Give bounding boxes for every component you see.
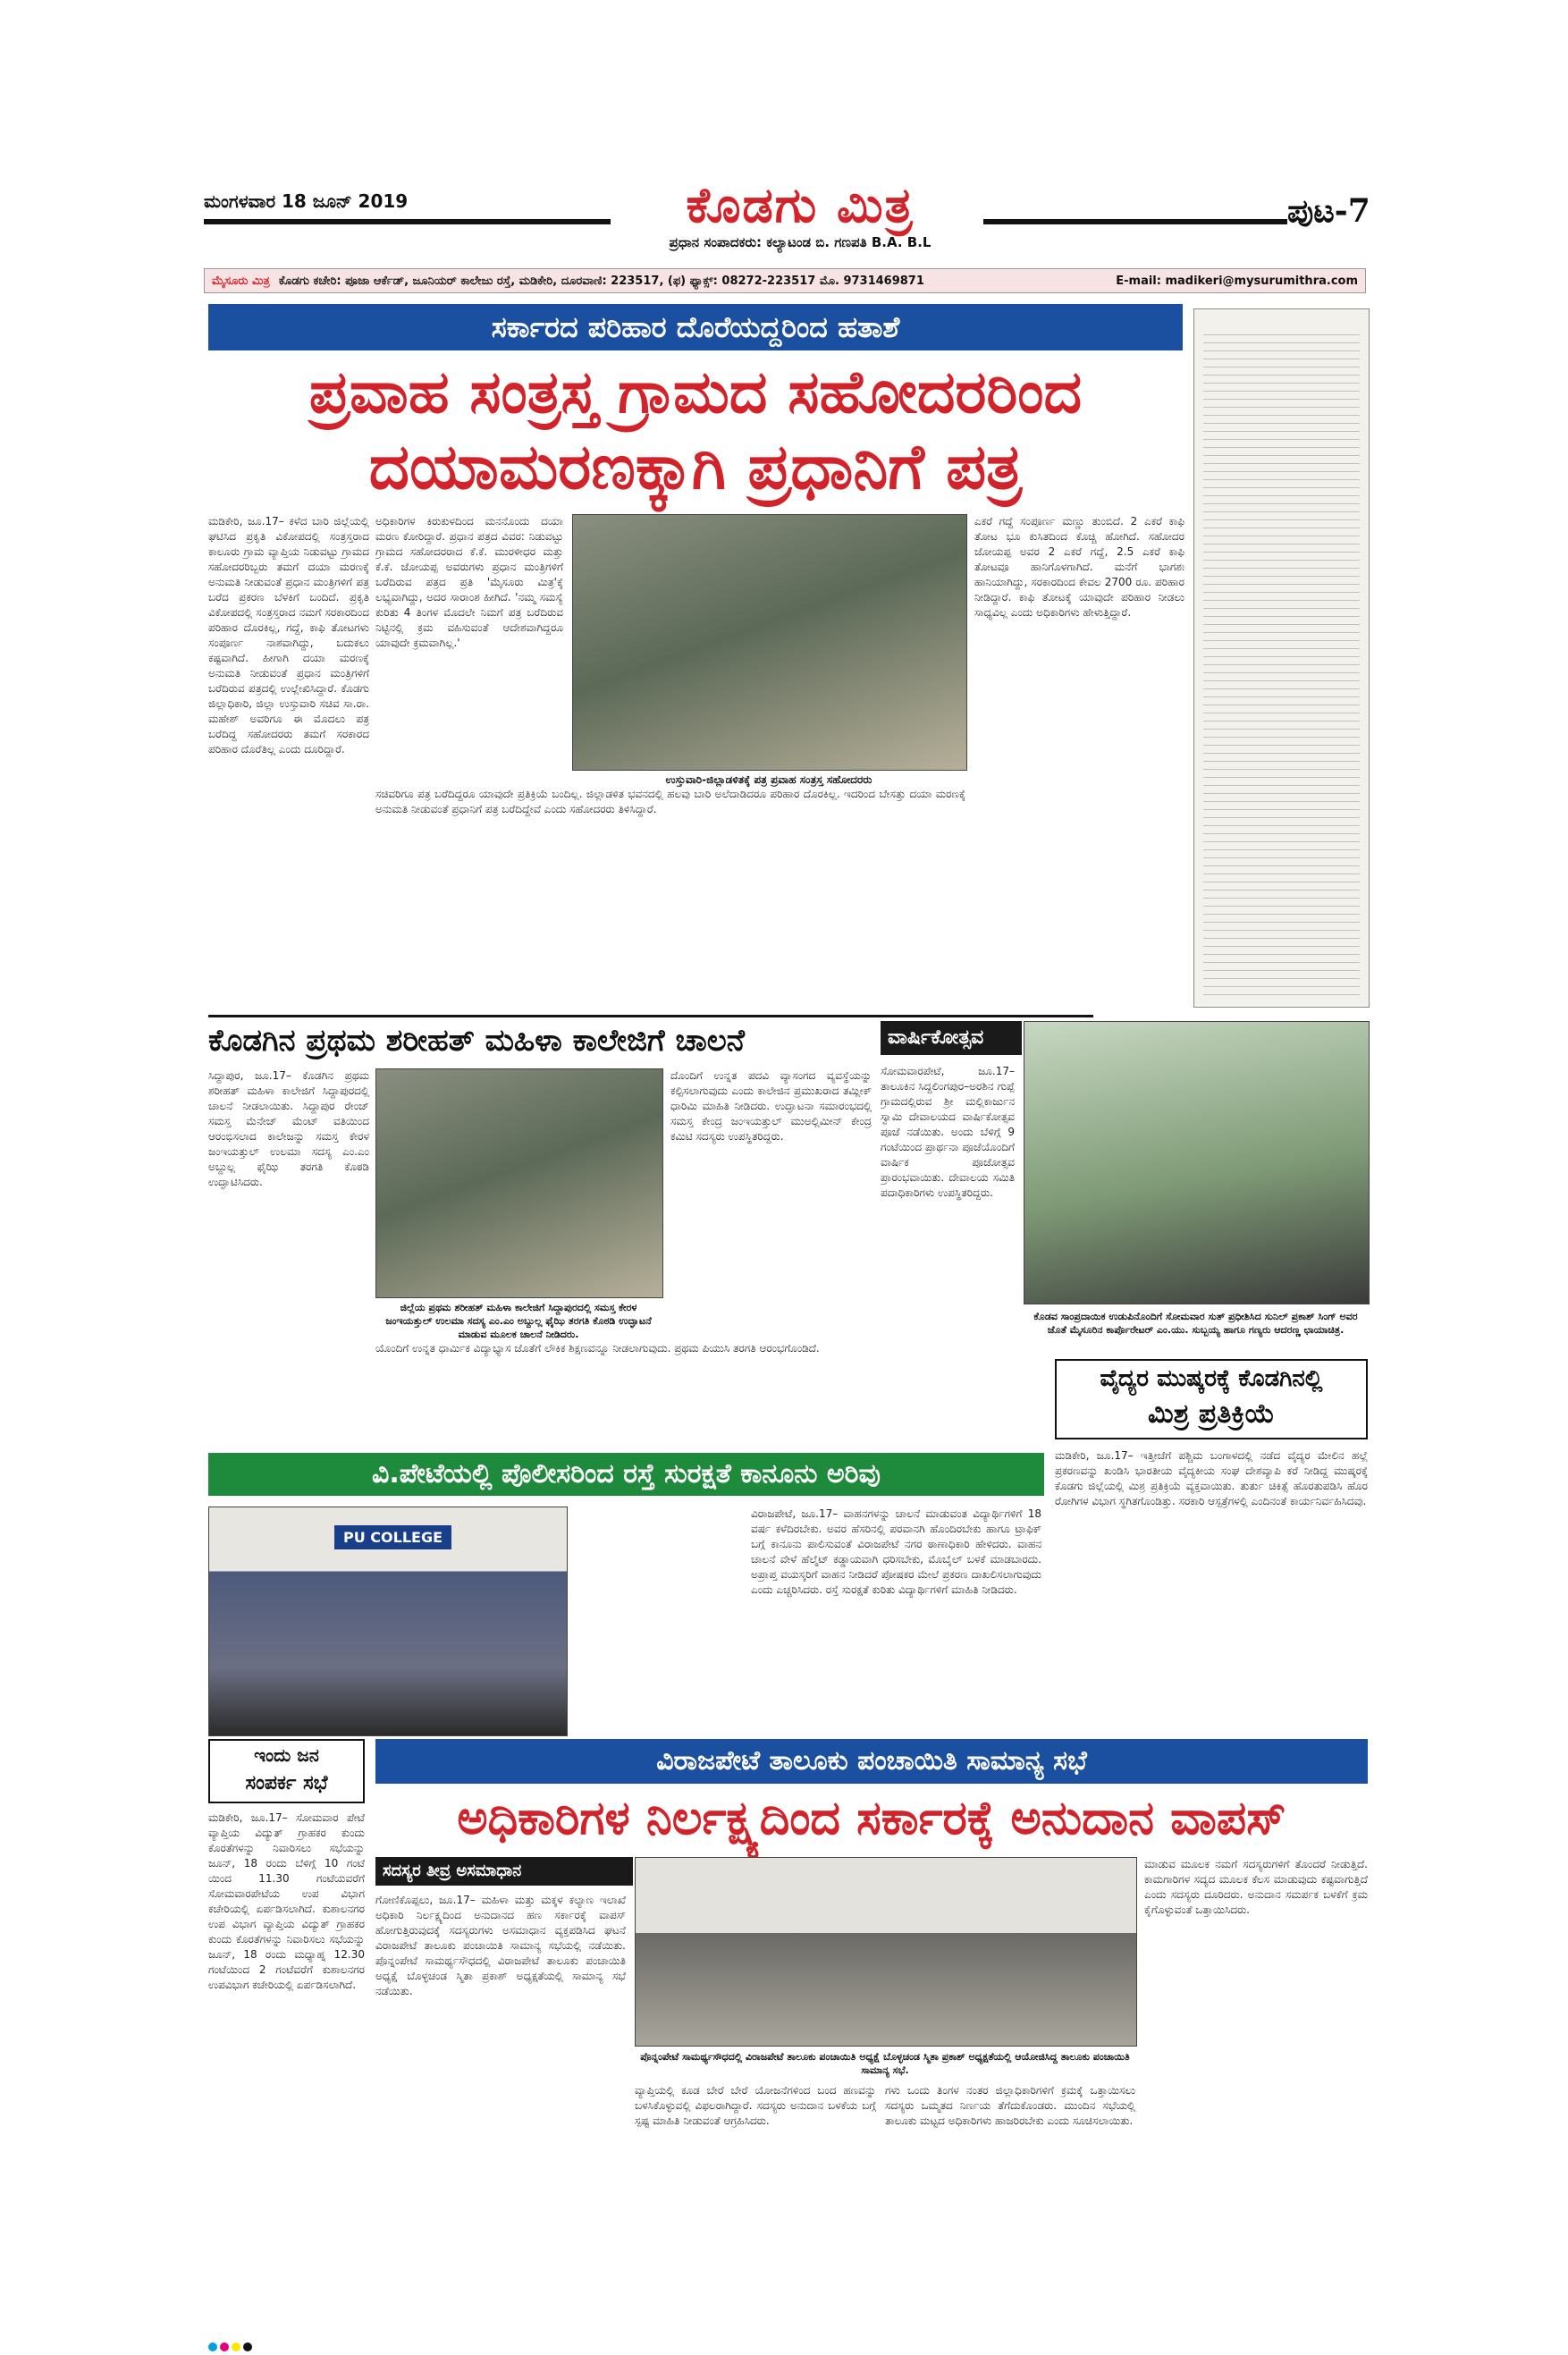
- college-photo: [375, 1068, 663, 1298]
- panchayat-column-2: ವ್ಯಾಪ್ತಿಯಲ್ಲಿ ಕೂಡ ಬೇರೆ ಬೇರೆ ಯೋಜನೆಗಳಿಂದ ಬಂದ ಹಣವನ್ನು ಬಳಸಿಕೊಳ್ಳುವಲ್ಲಿ ವಿಫಲರಾಗಿದ್ದಾರೆ. ಸದಸ್ಯರು ಅನುದಾನ ಬಳಕೆಯ ಬಗ್ಗೆ ಸ್ಪಷ್ಟ ಮಾಹಿತಿ ನೀಡುವಂತೆ ಆಗ್ರಹಿಸಿದರು.: [635, 2084, 876, 2127]
- lead-kicker: ಸರ್ಕಾರದ ಪರಿಹಾರ ದೊರೆಯದ್ದರಿಂದ ಹತಾಶೆ: [208, 304, 1183, 350]
- panchayat-photo: [635, 1857, 1137, 2047]
- panchayat-column-4: ಮಾಡುವ ಮೂಲಕ ನಮಗೆ ಸದಸ್ಯರುಗಳಿಗೆ ತೊಂದರೆ ನೀಡುತ್ತಿದೆ. ಕಾಮಗಾರಿಗಳ ಸದ್ಯದ ಮೂಲಕ ಕೆಲಸ ಮಾಡುವುದು ಕಷ್ಟವಾಗುತ್ತಿದೆ ಎಂದು ಸದಸ್ಯರು ದೂರಿದರು. ಅನುದಾನ ಸಮರ್ಪಕ ಬಳಕೆಗೆ ಕ್ರಮ ಕೈಗೊಳ್ಳುವಂತೆ ಒತ್ತಾಯಿಸಿದರು.: [1144, 1858, 1368, 1916]
- college-headline: ಕೊಡಗಿನ ಪ್ರಥಮ ಶರೀಹತ್ ಮಹಿಳಾ ಕಾಲೇಜಿಗೆ ಚಾಲನೆ: [208, 1023, 746, 1059]
- annual-photo-caption: ಕೊಡವ ಸಾಂಪ್ರದಾಯಿಕ ಉಡುಪಿನೊಂದಿಗೆ ಸೋಮವಾರ ಸುತ್ ಪ್ರಧೀಶಿಸಿದ ಸುನಿಲ್ ಪ್ರಕಾಶ್ ಸಿಂಗ್ ಅವರ ಜೊತೆ ಮೈಸೂರಿನ ಕಾರ್ಪೊರೇಟರ್ ಎಂ.ಯು. ಸುಬ್ಬಯ್ಯ ಹಾಗೂ ಗಣ್ಯರು ಆದರಣ್ಣ ಛಾಯಾಚಿತ್ರ.: [1033, 1311, 1358, 1336]
- masthead-rule-right: [983, 219, 1287, 224]
- lead-column-4: ಸಚಿವರಿಗೂ ಪತ್ರ ಬರೆದಿದ್ದರೂ ಯಾವುದೇ ಪ್ರತಿಕ್ರಿಯೆ ಬಂದಿಲ್ಲ. ಜಿಲ್ಲಾಡಳಿತ ಭವನದಲ್ಲಿ ಹಲವು ಬಾರಿ ಅಲೆದಾಡಿದರೂ ಪರಿಹಾರ ದೊರಕಿಲ್ಲ. ಇದರಿಂದ ಬೇಸತ್ತು ದಯಾ ಮರಣಕ್ಕೆ ಅನುಮತಿ ನೀಡುವಂತೆ ಪ್ರಧಾನಿಗೆ ಪತ್ರ ಬರೆದಿದ್ದೇವೆ ಎಂದು ಸಹೋದರರು ತಿಳಿಸಿದ್ದಾರೆ.: [375, 788, 965, 815]
- letter-image: [1193, 308, 1370, 1008]
- panchayat-column-3: ಗಳು ಒಂದು ತಿಂಗಳ ನಂತರ ಜಿಲ್ಲಾಧಿಕಾರಿಗಳಿಗೆ ಕ್ರಮಕ್ಕೆ ಒತ್ತಾಯಿಸಲು ಸದಸ್ಯರು ಒಮ್ಮತದ ನಿರ್ಣಯ ತೆಗೆದುಕೊಂಡರು. ಮುಂದಿನ ಸಭೆಯಲ್ಲಿ ತಾಲೂಕು ಮಟ್ಟದ ಅಧಿಕಾರಿಗಳು ಹಾಜರಿರಬೇಕು ಎಂದು ಸೂಚಿಸಲಾಯಿತು.: [885, 2084, 1135, 2127]
- masthead-date: ಮಂಗಳವಾರ 18 ಜೂನ್ 2019: [204, 190, 409, 212]
- panchayat-column-1: ಗೋಣಿಕೊಪ್ಪಲು, ಜೂ.17– ಮಹಿಳಾ ಮತ್ತು ಮಕ್ಕಳ ಕಲ್ಯಾಣ ಇಲಾಖೆ ಅಧಿಕಾರಿ ನಿರ್ಲಕ್ಷ್ಯದಿಂದ ಅನುದಾನದ ಹಣ ಸರ್ಕಾರಕ್ಕೆ ವಾಪಸ್ ಹೋಗುತ್ತಿರುವುದಕ್ಕೆ ಸದಸ್ಯರುಗಳು ಅಸಮಾಧಾನ ವ್ಯಕ್ತಪಡಿಸಿದ ಘಟನೆ ವಿರಾಜಪೇಟೆ ತಾಲೂಕು ಪಂಚಾಯಿತಿ ಸಾಮಾನ್ಯ ಸಭೆಯಲ್ಲಿ ನಡೆಯಿತು. ಪೊನ್ನಂಪೇಟೆ ಸಾಮರ್ಥ್ಯಸೌಧದಲ್ಲಿ ವಿರಾಜಪೇಟೆ ತಾಲೂಕು ಪಂಚಾಯಿತಿ ಅಧ್ಯಕ್ಷೆ ಬೊಳ್ಳಚಂಡ ಸ್ಮಿತಾ ಪ್ರಕಾಶ್ ಅಧ್ಯಕ್ಷತೆಯಲ್ಲಿ ಸಾಮಾನ್ಯ ಸಭೆ ನಡೆಯಿತು.: [375, 1894, 626, 1997]
- section-rule: [208, 1015, 1093, 1017]
- college-sign: PU COLLEGE: [334, 1525, 451, 1549]
- contact-meet-headline-1: ಇಂದು ಜನ: [254, 1744, 319, 1766]
- page-number: ಪುಟ-7: [1287, 192, 1370, 230]
- contact-bar: [204, 268, 1366, 293]
- masthead-editor: ಪ್ರಧಾನ ಸಂಪಾದಕರು: ಕಲ್ಯಾಟಂಡ ಬಿ. ಗಣಪತಿ B.A. B.L: [669, 234, 932, 250]
- contact-meet-headline-2: ಸಂಪರ್ಕ ಸಭೆ: [245, 1772, 328, 1794]
- doctors-headline-1: ವೈದ್ಯರ ಮುಷ್ಕರಕ್ಕೆ ಕೊಡಗಿನಲ್ಲಿ: [1100, 1365, 1323, 1392]
- college-column-2: ದೊಂದಿಗೆ ಉನ್ನತ ಪದವಿ ವ್ಯಾಸಂಗದ ವ್ಯವಸ್ಥೆಯನ್ನು ಕಲ್ಪಿಸಲಾಗುವುದು ಎಂದು ಕಾಲೇಜಿನ ಪ್ರಮುಖರಾದ ತಮ್ಲೀಕ್ ಧಾರಿಮಿ ಮಾಹಿತಿ ನೀಡಿದರು. ಉದ್ಘಾಟನಾ ಸಮಾರಂಭದಲ್ಲಿ ಸಮಸ್ತ ಕೇಂದ್ರ ಜಂಇಯತ್ತುಲ್ ಮುಅಲ್ಲಿಮೀನ್ ಕೇಂದ್ರ ಕಮಿಟಿ ಸದಸ್ಯರು ಉಪಸ್ಥಿತರಿದ್ದರು.: [670, 1069, 872, 1143]
- annual-headline: ವಾರ್ಷಿಕೋತ್ಸವ: [881, 1021, 1022, 1055]
- panchayat-subhead: ಸದಸ್ಯರ ತೀವ್ರ ಅಸಮಾಧಾನ: [375, 1857, 633, 1886]
- lead-column-3: ಎಕರೆ ಗದ್ದೆ ಸಂಪೂರ್ಣ ಮಣ್ಣು ತುಂಬಿದೆ. 2 ಎಕರೆ ಕಾಫಿ ತೋಟ ಭೂ ಕುಸಿತದಿಂದ ಕೊಚ್ಚಿ ಹೋಗಿದೆ. ಸಹೋದರ ಜೋಯಪ್ಪ ಅವರ 2 ಎಕರೆ ಗದ್ದೆ, 2.5 ಎಕರೆ ಕಾಫಿ ತೋಟವೂ ಹಾನಿಗೊಳಗಾಗಿದೆ. ಮನೆಗೆ ಭಾಗಶಃ ಹಾನಿಯಾಗಿದ್ದು, ಸರಕಾರದಿಂದ ಕೇವಲ 2700 ರೂ. ಪರಿಹಾರ ನೀಡಿದ್ದಾರೆ. ಕಾಫಿ ತೋಟಕ್ಕೆ ಯಾವುದೇ ಪರಿಹಾರ ನೀಡಲು ಸಾಧ್ಯವಿಲ್ಲ ಎಂದು ಅಧಿಕಾರಿಗಳು ಹೇಳುತ್ತಿದ್ದಾರೆ.: [974, 515, 1184, 619]
- annual-photo: [1024, 1021, 1370, 1304]
- college-photo-caption: ಜಿಲ್ಲೆಯ ಪ್ರಥಮ ಶರೀಹತ್ ಮಹಿಳಾ ಕಾಲೇಜಿಗೆ ಸಿದ್ದಾಪುರದಲ್ಲಿ ಸಮಸ್ತ ಕೇರಳ ಜಂಇಯತ್ತುಲ್ ಉಲಮಾ ಸದಸ್ಯ ಎಂ.ಎಂ ಅಬ್ದುಲ್ಲ ಫೈಝಿ ತರಗತಿ ಕೊಠಡಿ ಉದ್ಘಾಟನೆ ಮಾಡುವ ಮೂಲಕ ಚಾಲನೆ ನೀಡಿದರು.: [385, 1302, 652, 1340]
- contact-brand: ಮೈಸೂರು ಮಿತ್ರ: [212, 274, 270, 288]
- lead-photo-caption: ಉಸ್ತುವಾರಿ-ಜಿಲ್ಲಾಡಳಿತಕ್ಕೆ ಪತ್ರ ಪ್ರವಾಹ ಸಂತ್ರಸ್ತ ಸಹೋದರರು: [665, 773, 873, 786]
- lead-headline-2: ದಯಾಮರಣಕ್ಕಾಗಿ ಪ್ರಧಾನಿಗೆ ಪತ್ರ: [368, 430, 1023, 503]
- contact-email: E-mail: madikeri@mysurumithra.com: [1116, 274, 1358, 288]
- newspaper-logo: ಕೊಡಗು ಮಿತ್ರ: [686, 177, 915, 233]
- college-column-1: ಸಿದ್ದಾಪುರ, ಜೂ.17– ಕೊಡಗಿನ ಪ್ರಥಮ ಶರೀಹತ್ ಮಹಿಳಾ ಕಾಲೇಜಿಗೆ ಸಿದ್ದಾಪುರದಲ್ಲಿ ಚಾಲನೆ ನೀಡಲಾಯಿತು. ಸಿದ್ದಾಪುರ ರೇಂಜ್ ಸಮಸ್ತ ಮೆನೇಜ್ ಮೆಂಟ್ ವತಿಯಿಂದ ಆರಂಭಿಸಲಾದ ಕಾಲೇಜನ್ನು ಸಮಸ್ತ ಕೇರಳ ಜಂಇಯತ್ತುಲ್ ಉಲಮಾ ಸದಸ್ಯ ಎಂ.ಎಂ ಅಬ್ದುಲ್ಲ ಫೈಝಿ ತರಗತಿ ಕೊಠಡಿ ಉದ್ಘಾಟಿಸಿದರು.: [208, 1069, 369, 1188]
- annual-body: ಸೋಮವಾರಪೇಟೆ, ಜೂ.17– ತಾಲೂಕಿನ ಸಿದ್ದಲಿಂಗಪುರ–ಅರಶಿನ ಗುಪ್ಪೆ ಗ್ರಾಮದಲ್ಲಿರುವ ಶ್ರೀ ಮಲ್ಲಿಕಾರ್ಜುನ ಸ್ವಾಮಿ ದೇವಾಲಯದ ವಾರ್ಷಿಕೋತ್ಸವ ಪೂಜೆ ನಡೆಯಿತು. ಅಂದು ಬೆಳಿಗ್ಗೆ 9 ಗಂಟೆಯಿಂದ ಪ್ರಾರ್ಥನಾ ಪೂಜೆಯೊಂದಿಗೆ ವಾರ್ಷಿಕ ಪೂಜೋತ್ಸವ ಪ್ರಾರಂಭವಾಯಿತು. ದೇವಾಲಯ ಸಮಿತಿ ಪದಾಧಿಕಾರಿಗಳು ಉಪಸ್ಥಿತರಿದ್ದರು.: [881, 1065, 1015, 1199]
- registration-dots-left: [208, 2338, 255, 2355]
- masthead-rule-left: [204, 219, 611, 224]
- contact-meet-box: [208, 1739, 365, 1803]
- doctors-headline-box: [1055, 1359, 1368, 1439]
- police-photo: [208, 1507, 568, 1736]
- contact-meet-body: ಮಡಿಕೇರಿ, ಜೂ.17– ಸೋಮವಾರ ಪೇಟೆ ವ್ಯಾಪ್ತಿಯ ವಿದ್ಯುತ್ ಗ್ರಾಹಕರ ಕುಂದು ಕೊರತೆಗಳನ್ನು ನಿವಾರಿಸಲು ಸಭೆಯನ್ನು ಜೂನ್, 18 ರಂದು ಬೆಳಿಗ್ಗೆ 10 ಗಂಟೆ ಯಿಂದ 11.30 ಗಂಟೆಯವರೆಗೆ ಸೋಮವಾರಪೇಟೆಯ ಉಪ ವಿಭಾಗ ಕಚೇರಿಯಲ್ಲಿ ಏರ್ಪಡಿಸಲಾಗಿದೆ. ಕುಶಾಲನಗರ ಉಪ ವಿಭಾಗ ವ್ಯಾಪ್ತಿಯ ವಿದ್ಯುತ್ ಗ್ರಾಹಕರ ಕುಂದು ಕೊರತೆಗಳನ್ನು ನಿವಾರಿಸಲು ಸಭೆಯನ್ನು ಜೂನ್, 18 ರಂದು ಮಧ್ಯಾಹ್ನ 12.30 ಗಂಟೆಯಿಂದ 2 ಗಂಟೆವರೆಗೆ ಕುಶಾಲನಗರ ಉಪವಿಭಾಗ ಕಚೇರಿಯಲ್ಲಿ ಏರ್ಪಡಿಸಲಾಗಿದೆ.: [208, 1811, 365, 1991]
- doctors-body: ಮಡಿಕೇರಿ, ಜೂ.17– ಇತ್ತೀಚೆಗೆ ಪಶ್ಚಿಮ ಬಂಗಾಳದಲ್ಲಿ ನಡೆದ ವೈದ್ಯರ ಮೇಲಿನ ಹಲ್ಲೆ ಪ್ರಕರಣವನ್ನು ಖಂಡಿಸಿ ಭಾರತೀಯ ವೈದ್ಯಕೀಯ ಸಂಘ ದೇಶವ್ಯಾಪಿ ಕರೆ ನೀಡಿದ್ದ ಮುಷ್ಕರಕ್ಕೆ ಕೊಡಗು ಜಿಲ್ಲೆಯಲ್ಲಿ ಮಿಶ್ರ ಪ್ರತಿಕ್ರಿಯೆ ವ್ಯಕ್ತವಾಯಿತು. ತುರ್ತು ಚಿಕಿತ್ಸೆ ಹೊರತುಪಡಿಸಿ ಹೊರ ರೋಗಿಗಳ ವಿಭಾಗ ಸ್ಥಗಿತಗೊಂಡಿತ್ತು. ಸರಕಾರಿ ಆಸ್ಪತ್ರೆಗಳಲ್ಲಿ ಎಂದಿನಂತೆ ಕಾರ್ಯನಿರ್ವಹಿಸಿದವು.: [1055, 1449, 1368, 1507]
- lead-photo: [572, 514, 967, 771]
- doctors-headline-2: ಮಿಶ್ರ ಪ್ರತಿಕ್ರಿಯೆ: [1148, 1398, 1275, 1430]
- contact-office: ಕೊಡಗು ಕಚೇರಿ: ಪೂಜಾ ಆರ್ಕೆಡ್, ಜೂನಿಯರ್ ಕಾಲೇಜು ರಸ್ತೆ, ಮಡಿಕೇರಿ, ದೂರವಾಣಿ: 223517, (ಫ) ಫ್ಯಾಕ್ಸ್: 08272-223517 ಮೊ. 9731469871: [278, 274, 924, 288]
- panchayat-photo-caption: ಪೊನ್ನಂಪೇಟೆ ಸಾಮರ್ಥ್ಯಸೌಧದಲ್ಲಿ ವಿರಾಜಪೇಟೆ ತಾಲೂಕು ಪಂಚಾಯಿತಿ ಅಧ್ಯಕ್ಷೆ ಬೊಳ್ಳಚಂಡ ಸ್ಮಿತಾ ಪ್ರಕಾಶ್ ಅಧ್ಯಕ್ಷತೆಯಲ್ಲಿ ಆಯೋಜಿಸಿದ್ದ ತಾಲೂಕು ಪಂಚಾಯಿತಿ ಸಾಮಾನ್ಯ ಸಭೆ.: [640, 2051, 1130, 2076]
- panchayat-headline: ಅಧಿಕಾರಿಗಳ ನಿರ್ಲಕ್ಷ್ಯದಿಂದ ಸರ್ಕಾರಕ್ಕೆ ಅನುದಾನ ವಾಪಸ್: [457, 1792, 1286, 1845]
- police-body: ವಿರಾಜಪೇಟೆ, ಜೂ.17– ವಾಹನಗಳನ್ನು ಚಾಲನೆ ಮಾಡುವಂತ ವಿದ್ಯಾರ್ಥಿಗಳಿಗೆ 18 ವರ್ಷ ಕಳೆದಿರಬೇಕು. ಅವರ ಹೆಸರಿನಲ್ಲಿ ಪರವಾನಗಿ ಹೊಂದಿರಬೇಕು ಹಾಗೂ ಟ್ರಾಫಿಕ್ ಬಗ್ಗೆ ಕಾನೂನು ಪಾಲಿಸುವಂತೆ ವಿರಾಜಪೇಟೆ ನಗರ ಠಾಣಾಧಿಕಾರಿ ಹೇಳಿದರು. ವಾಹನ ಚಾಲನೆ ವೇಳೆ ಹೆಲ್ಮೆಟ್ ಕಡ್ಡಾಯವಾಗಿ ಧರಿಸಬೇಕು, ಮೊಬೈಲ್ ಬಳಕೆ ಮಾಡಬಾರದು. ಅಪ್ರಾಪ್ತ ವಯಸ್ಕರಿಗೆ ವಾಹನ ನೀಡಿದರೆ ಪೋಷಕರ ಮೇಲೆ ಪ್ರಕರಣ ದಾಖಲಿಸಲಾಗುವುದು ಎಂದು ಎಚ್ಚರಿಸಿದರು. ರಸ್ತೆ ಸುರಕ್ಷತೆ ಕುರಿತು ವಿದ್ಯಾರ್ಥಿಗಳಿಗೆ ಮಾಹಿತಿ ನೀಡಿದರು.: [751, 1507, 1041, 1596]
- college-column-3: ಯೊಂದಿಗೆ ಉನ್ನತ ಧಾರ್ಮಿಕ ವಿದ್ಯಾಭ್ಯಾಸ ಜೊತೆಗೆ ಲೌಕಿಕ ಶಿಕ್ಷಣವನ್ನೂ ನೀಡಲಾಗುವುದು. ಪ್ರಥಮ ಪಿಯುಸಿ ತರಗತಿ ಆರಂಭಗೊಂಡಿದೆ.: [375, 1342, 820, 1355]
- lead-column-2: ಅಧಿಕಾರಿಗಳ ಕಿರುಕುಳದಿಂದ ಮನನೊಂದು ದಯಾ ಮರಣ ಕೋರಿದ್ದಾರೆ. ಪ್ರಧಾನ ಪತ್ರದ ವಿವರ: ನಿಡುವಟ್ಟು ಗ್ರಾಮದ ಸಹೋದರರಾದ ಕೆ.ಕೆ. ಮುರಳೀಧರ ಮತ್ತು ಕೆ.ಕೆ. ಜೋಯಪ್ಪ ಅವರುಗಳು ಪ್ರಧಾನ ಮಂತ್ರಿಗಳಿಗೆ ಬರೆದಿರುವ ಪತ್ರದ ಪ್ರತಿ 'ಮೈಸೂರು ಮಿತ್ರ'ಕ್ಕೆ ಲಭ್ಯವಾಗಿದ್ದು, ಅದರ ಸಾರಾಂಶ ಹೀಗಿದೆ. 'ನಮ್ಮ ಸಮಸ್ಯೆ ಕುರಿತು 4 ತಿಂಗಳ ಮೊದಲೇ ನಿಮಗೆ ಪತ್ರ ಬರೆದಿರುವ ನಿಟ್ಟಿನಲ್ಲಿ ಕ್ರಮ ವಹಿಸುವಂತೆ ಆದೇಶವಾಗಿದ್ದರೂ ಯಾವುದೇ ಕ್ರಮವಾಗಿಲ್ಲ.': [375, 515, 563, 649]
- lead-column-1: ಮಡಿಕೇರಿ, ಜೂ.17– ಕಳೆದ ಬಾರಿ ಜಿಲ್ಲೆಯಲ್ಲಿ ಘಟಿಸಿದ ಪ್ರಕೃತಿ ವಿಕೋಪದಲ್ಲಿ ಸಂತ್ರಸ್ತರಾದ ಕಾಲೂರು ಗ್ರಾಮ ವ್ಯಾಪ್ತಿಯ ನಿಡುವಟ್ಟು ಗ್ರಾಮದ ಸಹೋದರರಿಬ್ಬರು ತಮಗೆ ದಯಾ ಮರಣಕ್ಕೆ ಅನುಮತಿ ನೀಡುವಂತೆ ಪ್ರಧಾನ ಮಂತ್ರಿಗಳಿಗೆ ಪತ್ರ ಬರೆದ ಪ್ರಕರಣ ಬೆಳಕಿಗೆ ಬಂದಿದೆ. ಪ್ರಕೃತಿ ವಿಕೋಪದಲ್ಲಿ ಸಂತ್ರಸ್ತರಾದ ನಮಗೆ ಸರಕಾರದಿಂದ ಪರಿಹಾರ ದೊರಕಿಲ್ಲ, ಗದ್ದೆ, ಕಾಫಿ ತೋಟಗಳು ಸಂಪೂರ್ಣ ನಾಶವಾಗಿದ್ದು, ಬದುಕಲು ಕಷ್ಟವಾಗಿದೆ. ಹೀಗಾಗಿ ದಯಾ ಮರಣಕ್ಕೆ ಅನುಮತಿ ನೀಡುವಂತೆ ಪ್ರಧಾನ ಮಂತ್ರಿಗಳಿಗೆ ಬರೆದಿರುವ ಪತ್ರದಲ್ಲಿ ಉಲ್ಲೇಖಿಸಿದ್ದಾರೆ. ಕೊಡಗು ಜಿಲ್ಲಾಧಿಕಾರಿ, ಜಿಲ್ಲಾ ಉಸ್ತುವಾರಿ ಸಚಿವ ಸಾ.ರಾ. ಮಹೇಶ್ ಅವರಿಗೂ ಈ ಮೊದಲು ಪತ್ರ ಬರೆದಿದ್ದ ಸಹೋದರರು ತಮಗೆ ಸರಕಾರದ ಪರಿಹಾರ ದೊರೆತಿಲ್ಲ ಎಂದು ದೂರಿದ್ದಾರೆ.: [208, 515, 369, 755]
- panchayat-kicker: ವಿರಾಜಪೇಟೆ ತಾಲೂಕು ಪಂಚಾಯಿತಿ ಸಾಮಾನ್ಯ ಸಭೆ: [375, 1739, 1368, 1784]
- lead-headline-1: ಪ್ರವಾಹ ಸಂತ್ರಸ್ತ ಗ್ರಾಮದ ಸಹೋದರರಿಂದ: [308, 358, 1083, 426]
- police-headline: ವಿ.ಪೇಟೆಯಲ್ಲಿ ಪೊಲೀಸರಿಂದ ರಸ್ತೆ ಸುರಕ್ಷತೆ ಕಾನೂನು ಅರಿವು: [208, 1453, 1044, 1496]
